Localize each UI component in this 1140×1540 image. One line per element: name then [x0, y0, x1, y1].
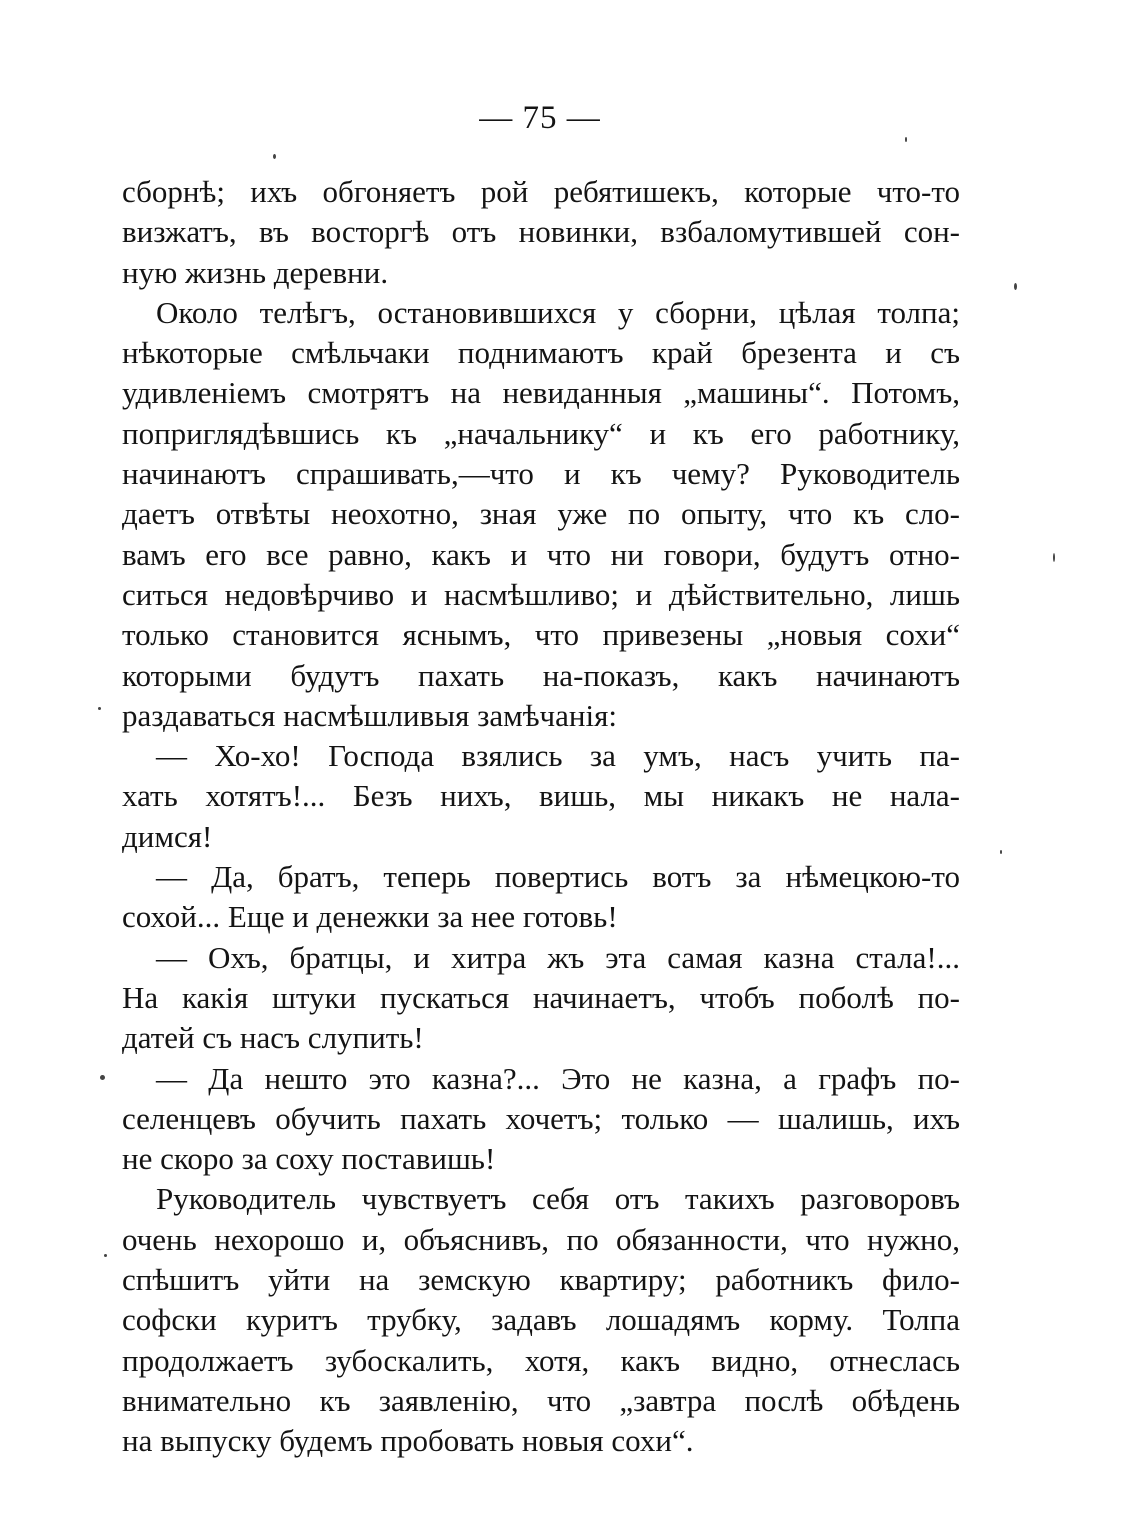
scan-speck	[1053, 553, 1055, 562]
text-line: димся!	[122, 818, 213, 854]
scan-speck	[1000, 850, 1002, 854]
text-line: селенцевъ обучить пахать хочетъ; только — шалишь, ихъ	[122, 1100, 960, 1136]
text-line: нѣкоторые смѣльчаки поднимаютъ край брезента и съ	[122, 335, 960, 371]
text-line: софски куритъ трубку, задавъ лошадямъ корму. Толпа	[122, 1302, 960, 1338]
text-line: — Хо-хо! Господа взялись за умъ, насъ учить па-	[156, 738, 960, 774]
text-line: раздаваться насмѣшливыя замѣчанія:	[122, 697, 617, 733]
text-line: датей съ насъ слупить!	[122, 1020, 424, 1056]
scan-speck	[273, 154, 276, 159]
text-line: Руководитель чувствуетъ себя отъ такихъ разговоровъ	[156, 1181, 960, 1217]
body-text	[122, 172, 960, 1462]
text-line: продолжаетъ зубоскалить, хотя, какъ видно, отнеслась	[122, 1342, 960, 1378]
text-line: сохой... Еще и денежки за нее готовь!	[122, 899, 618, 935]
text-line: удивленіемъ смотрятъ на невиданныя „машины“. Потомъ,	[122, 375, 960, 411]
text-line: даетъ отвѣты неохотно, зная уже по опыту, что къ сло-	[122, 496, 960, 532]
text-line: На какія штуки пускаться начинаетъ, чтобъ поболѣ по-	[122, 979, 960, 1015]
text-line: очень нехорошо и, объяснивъ, по обязанности, что нужно,	[122, 1221, 960, 1257]
text-line: визжатъ, въ восторгѣ отъ новинки, взбаломутившей сон-	[122, 214, 960, 250]
text-line: ситься недовѣрчиво и насмѣшливо; и дѣйствительно, лишь	[122, 576, 960, 612]
text-line: — Да нешто это казна?... Это не казна, а графъ по-	[156, 1060, 960, 1096]
text-line: на выпуску будемъ пробовать новыя сохи“.	[122, 1423, 694, 1459]
text-line: не скоро за соху поставишь!	[122, 1141, 496, 1177]
scan-speck	[100, 1075, 105, 1080]
text-line: Около телѣгъ, остановившихся у сборни, цѣлая толпа;	[156, 294, 960, 330]
page-number: — 75 —	[479, 100, 601, 136]
scan-speck	[905, 137, 907, 142]
text-line: ную жизнь деревни.	[122, 254, 389, 290]
text-line: — Охъ, братцы, и хитра жъ эта самая казна стала!...	[156, 939, 960, 975]
text-line: сборнѣ; ихъ обгоняетъ рой ребятишекъ, которые что-то	[122, 174, 960, 209]
text-line: которыми будутъ пахать на-показъ, какъ начинаютъ	[122, 657, 960, 693]
text-line: поприглядѣвшись къ „начальнику“ и къ его работнику,	[122, 415, 960, 451]
text-line: спѣшитъ уйти на земскую квартиру; работникъ фило-	[122, 1262, 960, 1298]
scan-speck	[98, 707, 101, 710]
scan-speck	[1014, 283, 1017, 290]
text-line: начинаютъ спрашивать,—что и къ чему? Руководитель	[122, 456, 960, 492]
text-line: — Да, братъ, теперь повертись вотъ за нѣмецкою-то	[156, 859, 960, 895]
text-line: вамъ его все равно, какъ и что ни говори, будутъ отно-	[122, 536, 960, 572]
text-line: хать хотятъ!... Безъ нихъ, вишь, мы никакъ не нала-	[122, 778, 960, 814]
text-line: внимательно къ заявленію, что „завтра послѣ обѣдень	[122, 1382, 960, 1418]
scan-speck	[104, 1254, 107, 1257]
text-line: только становится яснымъ, что привезены „новыя сохи“	[122, 617, 960, 653]
